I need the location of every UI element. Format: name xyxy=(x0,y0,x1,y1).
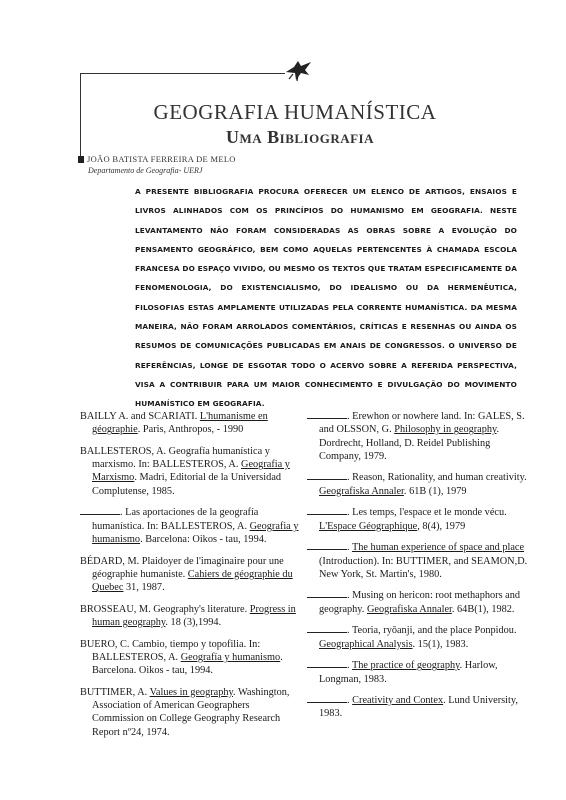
reference-item: . Reason, Rationality, and human creativity. Geografiska Annaler. 61B (1), 1979 xyxy=(307,471,529,498)
repeat-author-dash xyxy=(307,624,347,633)
reference-item: . Erewhon or nowhere land. In: GALES, S. and OLSSON, G. Philosophy in geography. Dordrecht, Holland, D. Reidel Publishing Company, 1979. xyxy=(307,410,529,463)
square-bullet-icon xyxy=(78,156,84,163)
reference-item: BÉDARD, M. Plaidoyer de l'imaginaire pour une géographie humaniste. Cahiers de géographie du Quebec 31, 1987. xyxy=(80,555,293,594)
reference-item: . Creativity and Contex. Lund University, 1983. xyxy=(307,694,529,721)
reference-item: . The human experience of space and place (Introduction). In: BUTTIMER, and SEAMON,D. New York, St. Martin's, 1980. xyxy=(307,541,529,581)
reference-item: BUERO, C. Cambio, tiempo y topofilia. In: BALLESTEROS, A. Geografía y humanismo. Barcelona. Oikos - tau, 1994. xyxy=(80,638,283,677)
reference-item: . Musing on hericon: root methaphors and geography. Geografiska Annaler. 64B(1), 1982. xyxy=(307,589,529,616)
author-line xyxy=(78,154,236,164)
reference-item: . Les temps, l'espace et le monde vécu. L'Espace Géographique, 8(4), 1979 xyxy=(307,506,529,533)
reference-item: BUTTIMER, A. Values in geography. Washington, Association of American Geographers Commission on College Geography Research Report nº24, 1974. xyxy=(80,686,290,738)
repeat-author-dash xyxy=(307,541,347,550)
repeat-author-dash xyxy=(307,659,347,668)
reference-item: BALLESTEROS, A. Geografía humanística y marxismo. In: BALLESTEROS, A. Geografia y Marxismo. Madri, Editorial de la Universidad Complutense, 1985. xyxy=(80,445,290,497)
abstract-text: A PRESENTE BIBLIOGRAFIA PROCURA OFERECER UM ELENCO DE ARTIGOS, ENSAIOS E LIVROS ALINHADOS COM OS PRINCÍPIOS DO HUMANISMO EM GEOGRAFIA. NESTE LEVANTAMENTO NÃO FORAM CONSIDERADAS AS OBRAS SOBRE A EVOLUÇÃO DO PENSAMENTO GEOGRÁFICO, BEM COMO AQUELAS PERTENCENTES À CHAMADA ESCOLA FRANCESA DO ESPAÇO VIVIDO, OU MESMO OS TEXTOS QUE TRATAM ESPECIFICAMENTE DA FENOMENOLOGIA, DO EXISTENCIALISMO, DO IDEALISMO OU DA HERMENÊUTICA, FILOSOFIAS ESTAS AMPLAMENTE UTILIZADAS PELA CORRENTE HUMANÍSTICA. DA MESMA MANEIRA, NÃO FORAM ARROLADOS COMENTÁRIOS, CRÍTICAS E RESENHAS OU AINDA OS RESUMOS DE COMUNICAÇÕES PUBLICADAS EM ANAIS DE CONGRESSOS. O UNIVERSO DE REFERÊNCIAS, LONGE DE ESGOTAR TODO O ACERVO SOBRE A REFERIDA PERSPECTIVA, VISA A CONTRIBUIR PARA UM MAIOR CONHECIMENTO E DIVULGAÇÃO DO MOVIMENTO HUMANÍSTICO EM GEOGRAFIA. xyxy=(135,187,517,409)
repeat-author-dash xyxy=(307,506,347,515)
page-subtitle: Uma Bibliografia xyxy=(225,127,374,147)
author-name: JOÃO BATISTA FERREIRA DE MELO xyxy=(87,154,236,164)
reference-item: BAILLY A. and SCARIATI. L'humanisme en géographie. Paris, Anthropos, - 1990 xyxy=(80,411,268,436)
frame-top-rule xyxy=(80,73,285,74)
reference-item: BROSSEAU, M. Geography's literature. Progress in human geography. 18 (3),1994. xyxy=(80,603,296,629)
repeat-author-dash xyxy=(307,410,347,419)
reference-item: . Las aportaciones de la geografía humanística. In: BALLESTEROS, A. Geografia y humanismo. Barcelona: Oikos - tau, 1994. xyxy=(80,506,302,546)
abstract xyxy=(135,182,517,414)
repeat-author-dash xyxy=(80,506,120,515)
bird-logo-icon xyxy=(284,58,314,84)
repeat-author-dash xyxy=(307,694,347,703)
references-column-right xyxy=(307,410,529,729)
reference-item: . Teoria, ryōanji, and the place Ponpidou. Geographical Analysis. 15(1), 1983. xyxy=(307,624,529,651)
page-title: GEOGRAFIA HUMANÍSTICA xyxy=(153,100,437,124)
repeat-author-dash xyxy=(307,471,347,480)
repeat-author-dash xyxy=(307,589,347,598)
reference-item: . The practice of geography. Harlow, Longman, 1983. xyxy=(307,659,529,686)
references-column-left xyxy=(80,410,302,747)
author-affiliation: Departamento de Geografia- UERJ xyxy=(88,166,203,175)
frame-left-rule xyxy=(80,73,81,158)
